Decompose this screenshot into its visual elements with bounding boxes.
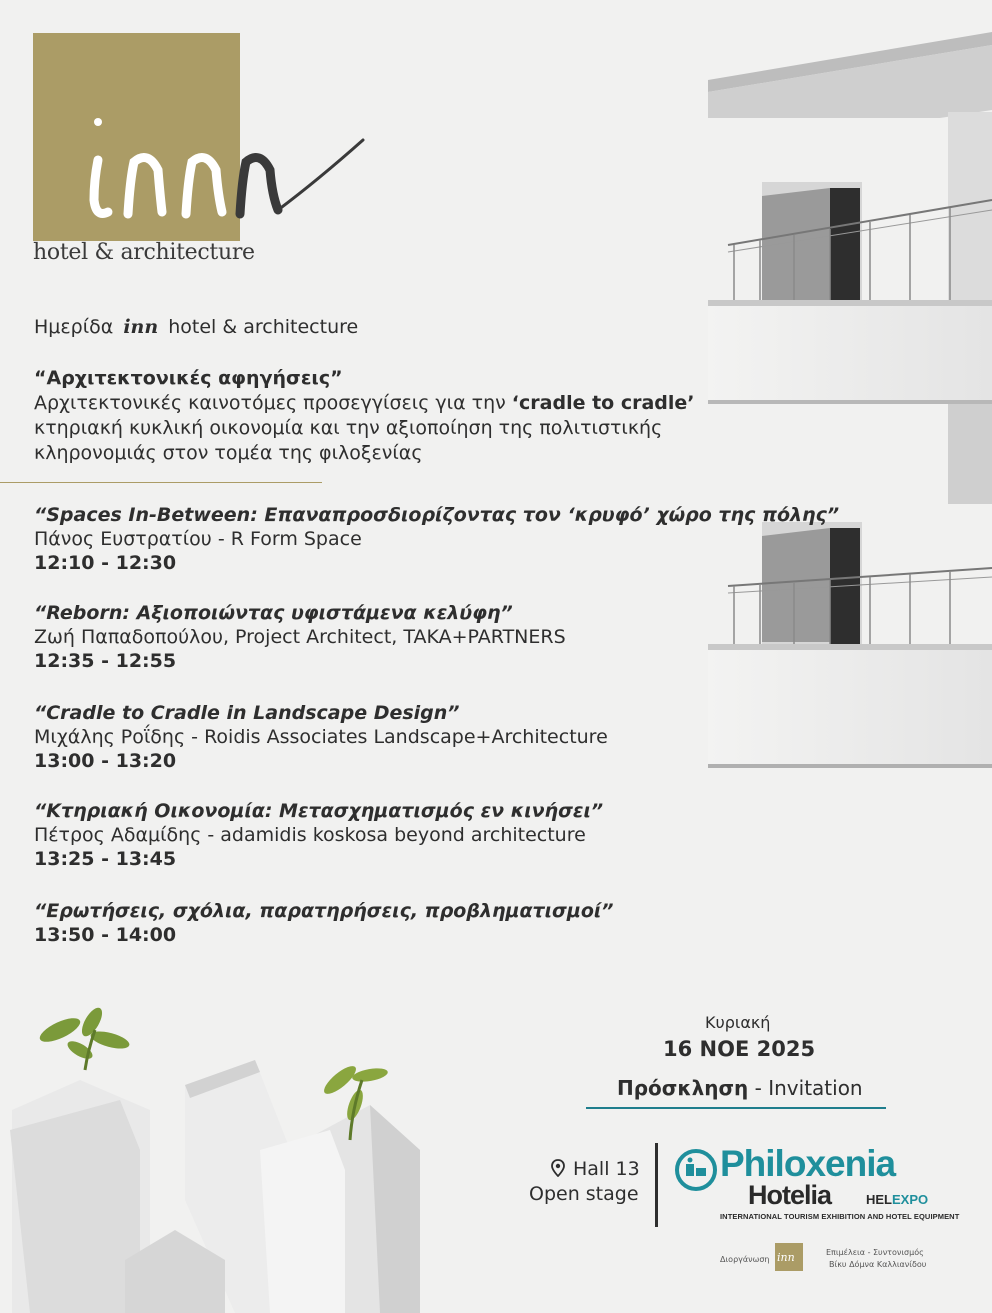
houses-with-plants-image — [0, 1000, 500, 1313]
talk-speaker: Πέτρος Αδαμίδης - adamidis koskosa beyond architecture — [34, 824, 586, 846]
event-date: 16 ΝΟΕ 2025 — [663, 1037, 816, 1061]
helexpo-part-a: HEL — [866, 1192, 892, 1207]
organizer-label: Διοργάνωση — [720, 1255, 770, 1264]
event-day: Κυριακή — [705, 1013, 771, 1032]
desc-line1: Αρχιτεκτονικές καινοτόμες προσεγγίσεις για την — [34, 392, 512, 414]
gold-divider — [0, 482, 322, 483]
talk-title: “Spaces In-Between: Επαναπροσδιορίζοντας τον ‘κρυφό’ χώρο της πόλης” — [34, 504, 840, 526]
hotelia-name: Hotelia — [748, 1180, 832, 1210]
helexpo-part-b: EXPO — [892, 1192, 929, 1207]
talk-time: 12:10 - 12:30 — [34, 552, 177, 574]
coordination-label: Επιμέλεια - Συντονισμός — [826, 1248, 924, 1257]
building-photo — [700, 0, 992, 800]
talk-item — [34, 601, 566, 673]
invitation-label — [617, 1076, 863, 1100]
talk-time: 13:25 - 13:45 — [34, 848, 177, 870]
talk-time: 13:50 - 14:00 — [34, 924, 177, 946]
talk-speaker: Ζωή Παπαδοπούλου, Project Architect, TAKA+PARTNERS — [34, 626, 566, 648]
coordinator-name: Βίκυ Δόμνα Καλλιανίδου — [829, 1260, 927, 1269]
inn-logo-mark — [88, 100, 368, 240]
invitation-rest: - Invitation — [748, 1076, 863, 1100]
intro-prefix: Ημερίδα — [34, 316, 114, 338]
intro-inn-mark: inn — [123, 316, 159, 338]
desc-line2: κτηριακή κυκλική οικονομία και την αξιοποίηση της πολιτιστικής — [34, 417, 663, 439]
vertical-separator — [655, 1143, 658, 1227]
philoxenia-tagline: INTERNATIONAL TOURISM EXHIBITION AND HOTEL EQUIPMENT — [720, 1212, 960, 1221]
intro-line — [34, 315, 358, 340]
helexpo-logo — [866, 1192, 928, 1207]
talk-item — [34, 701, 608, 773]
talk-time: 12:35 - 12:55 — [34, 650, 177, 672]
organizer-logo — [775, 1243, 803, 1271]
talk-speaker: Μιχάλης Ροΐδης - Roidis Associates Landscape+Architecture — [34, 726, 608, 748]
talk-title: “Ερωτήσεις, σχόλια, παρατηρήσεις, προβληματισμοί” — [34, 900, 614, 922]
talk-item — [34, 899, 614, 947]
location-hall — [551, 1158, 640, 1180]
talk-title: “Κτηριακή Οικονομία: Μετασχηματισμός εν κινήσει” — [34, 800, 604, 822]
talk-time: 13:00 - 13:20 — [34, 750, 177, 772]
desc-line3: κληρονομιάς στον τομέα της φιλοξενίας — [34, 442, 423, 464]
location-pin-icon — [551, 1159, 565, 1177]
talk-item — [34, 799, 603, 871]
location-stage: Open stage — [529, 1183, 639, 1205]
invitation-underline — [586, 1107, 886, 1109]
philoxenia-name: Philoxenia — [720, 1143, 896, 1184]
talk-speaker: Πάνος Ευστρατίου - R Form Space — [34, 528, 362, 550]
talk-title: “Reborn: Αξιοποιώντας υφιστάμενα κελύφη” — [34, 602, 513, 624]
organizer-logo-mark: inn — [777, 1251, 795, 1264]
section-heading: “Αρχιτεκτονικές αφηγήσεις” — [34, 367, 343, 389]
talk-title: “Cradle to Cradle in Landscape Design” — [34, 702, 460, 724]
philoxenia-emblem-icon — [674, 1148, 718, 1192]
desc-line1-bold: ‘cradle to cradle’ — [511, 392, 695, 414]
location-line1: Hall 13 — [573, 1158, 640, 1180]
logo-subtitle: hotel & architecture — [33, 240, 255, 265]
talk-item — [34, 503, 839, 575]
invitation-bold: Πρόσκληση — [617, 1076, 749, 1100]
intro-suffix: hotel & architecture — [168, 316, 359, 338]
section-description — [34, 391, 695, 466]
